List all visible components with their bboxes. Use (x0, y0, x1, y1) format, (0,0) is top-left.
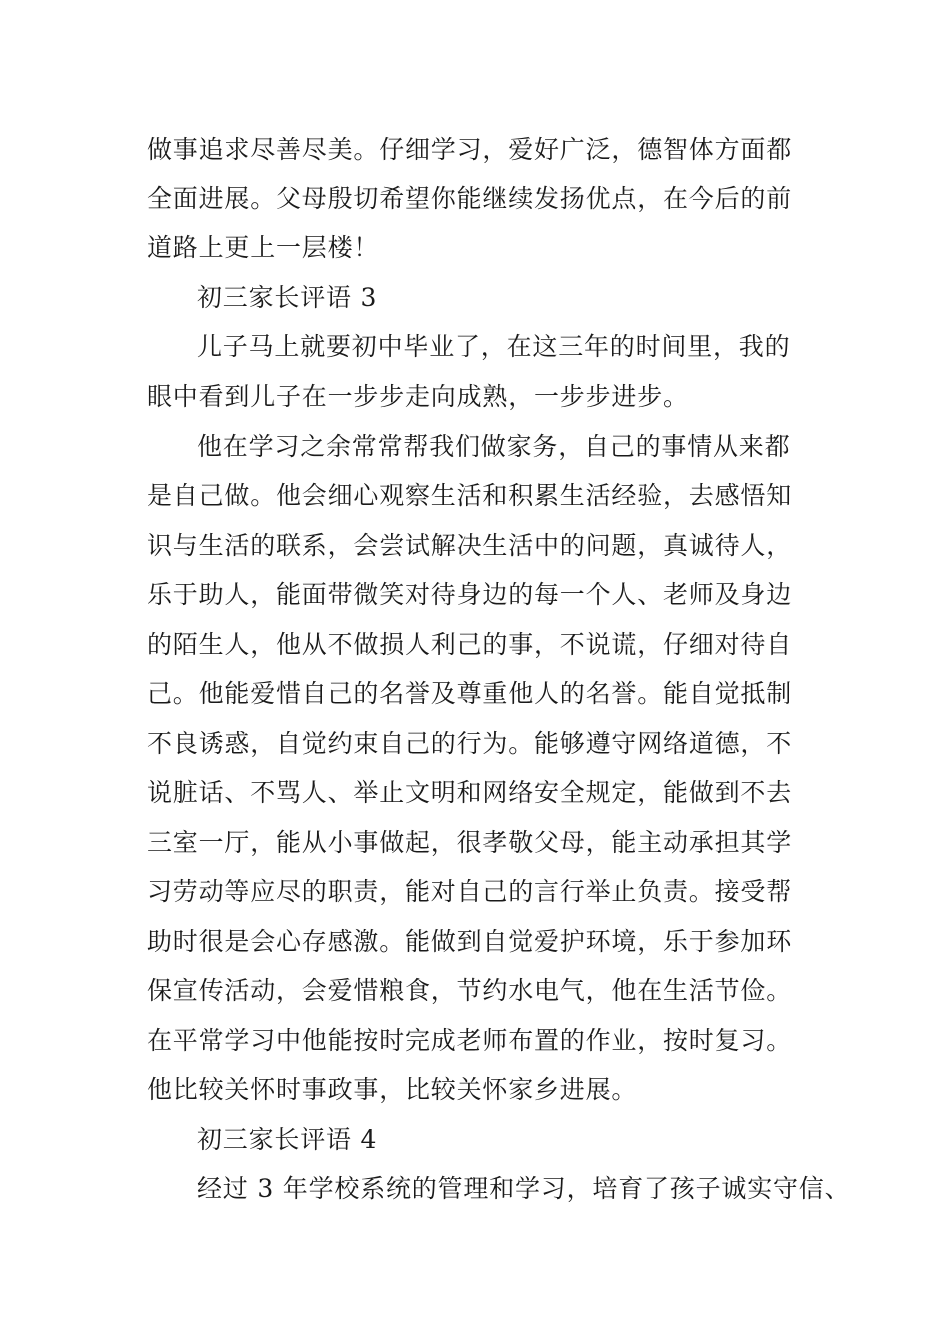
text-line: 做事追求尽善尽美。仔细学习，爱好广泛，德智体方面都 (147, 135, 793, 164)
text-line: 在平常学习中他能按时完成老师布置的作业，按时复习。 (147, 1026, 793, 1055)
text-line: 不良诱惑，自觉约束自己的行为。能够遵守网络道德，不 (147, 729, 793, 758)
text-line: 是自己做。他会细心观察生活和积累生活经验，去感悟知 (147, 481, 793, 510)
text-line: 助时很是会心存感激。能做到自觉爱护环境，乐于参加环 (147, 927, 793, 956)
text-line: 说脏话、不骂人、举止文明和网络安全规定，能做到不去 (147, 778, 793, 807)
text-line: 己。他能爱惜自己的名誉及尊重他人的名誉。能自觉抵制 (147, 679, 793, 708)
text-line: 他比较关怀时事政事，比较关怀家乡进展。 (147, 1075, 638, 1104)
text-line: 全面进展。父母殷切希望你能继续发扬优点，在今后的前 (147, 184, 793, 213)
text-line: 识与生活的联系，会尝试解决生活中的问题，真诚待人， (147, 531, 793, 560)
text-line: 保宣传活动，会爱惜粮食，节约水电气，他在生活节俭。 (147, 976, 793, 1005)
text-line: 儿子马上就要初中毕业了，在这三年的时间里，我的 (197, 332, 791, 361)
text-line: 三室一厅，能从小事做起，很孝敬父母，能主动承担其学 (147, 828, 793, 857)
text-line: 乐于助人，能面带微笑对待身边的每一个人、老师及身边 (147, 580, 793, 609)
text-line: 道路上更上一层楼！ (147, 233, 380, 262)
text-line: 的陌生人，他从不做损人利己的事，不说谎，仔细对待自 (147, 630, 793, 659)
section-heading: 初三家长评语 3 (197, 283, 378, 312)
section-heading: 初三家长评语 4 (197, 1125, 378, 1154)
text-line: 习劳动等应尽的职责，能对自己的言行举止负责。接受帮 (147, 877, 793, 906)
text-line: 眼中看到儿子在一步步走向成熟，一步步进步。 (147, 382, 689, 411)
text-line: 他在学习之余常常帮我们做家务，自己的事情从来都 (197, 432, 791, 461)
text-line: 经过 3 年学校系统的管理和学习，培育了孩子诚实守信、 (197, 1174, 851, 1203)
